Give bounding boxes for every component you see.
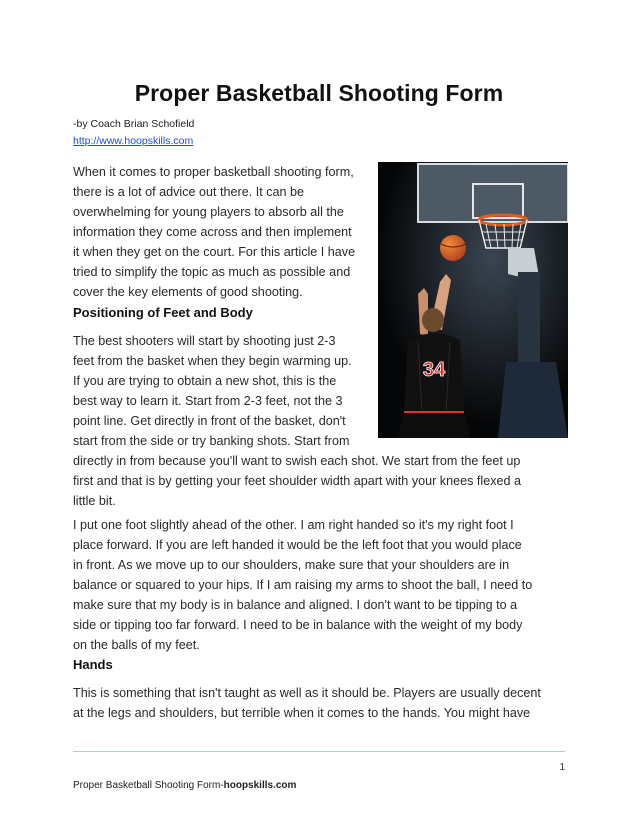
footer-site: hoopskills.com xyxy=(223,780,297,791)
text-line: If you are trying to obtain a new shot, this is the xyxy=(73,374,337,388)
text-line: side or tipping too far forward. I need to be in balance with the weight of my body xyxy=(73,618,523,632)
section-heading-hands: Hands xyxy=(73,657,113,672)
text-line: point line. Get directly in front of the basket, don't xyxy=(73,414,346,428)
page-title: Proper Basketball Shooting Form xyxy=(134,80,504,106)
text-line: cover the key elements of good shooting. xyxy=(73,285,303,299)
text-line: in front. As we move up to our shoulders, make sure that your shoulders are in xyxy=(73,558,510,572)
text-line: The best shooters will start by shooting just 2-3 xyxy=(73,334,336,348)
website-link[interactable]: http://www.hoopskills.com xyxy=(73,135,194,147)
text-line: there is a lot of advice out there. It can be xyxy=(73,185,305,199)
text-line: it when they get on the court. For this article I have xyxy=(73,245,356,259)
text-line: This is something that isn't taught as well as it should be. Players are usually decent xyxy=(73,686,541,700)
text-line: balance or squared to your hips. If I am raising my arms to shoot the ball, I need to xyxy=(73,578,533,592)
author-byline: -by Coach Brian Schofield xyxy=(73,118,195,130)
text-line: make sure that my body is in balance and aligned. I don't want to be tipping to a xyxy=(73,598,518,612)
text-line: at the legs and shoulders, but terrible when it comes to the hands. You might have xyxy=(73,706,531,720)
footer xyxy=(73,780,296,791)
text-line: first and that is by getting your feet shoulder width apart with your knees flexed a xyxy=(73,474,522,488)
text-line: tried to simplify the topic as much as possible and xyxy=(73,265,351,279)
section-heading-feet: Positioning of Feet and Body xyxy=(73,305,253,320)
footer-divider xyxy=(73,751,565,752)
text-line: When it comes to proper basketball shooting form, xyxy=(73,165,354,179)
jersey-number: 34 xyxy=(422,359,446,381)
text-line: place forward. If you are left handed it would be the left foot that you would place xyxy=(73,538,522,552)
text-line: directly in from because you'll want to swish each shot. We start from the feet up xyxy=(73,454,521,468)
basketball-player-photo xyxy=(378,162,568,438)
text-line: I put one foot slightly ahead of the other. I am right handed so it's my right foot I xyxy=(73,518,514,532)
text-line: start from the side or try banking shots. Start from xyxy=(73,434,350,448)
footer-title: Proper Basketball Shooting Form- xyxy=(73,780,224,791)
page-number: 1 xyxy=(559,762,565,773)
text-line: best way to learn it. Start from 2-3 feet, not the 3 xyxy=(73,394,343,408)
text-line: feet from the basket when they begin warming up. xyxy=(73,354,352,368)
text-line: overwhelming for young players to absorb all the xyxy=(73,205,344,219)
text-line: on the balls of my feet. xyxy=(73,638,200,652)
text-line: little bit. xyxy=(73,494,116,508)
text-line: information they come across and then implement xyxy=(73,225,352,239)
